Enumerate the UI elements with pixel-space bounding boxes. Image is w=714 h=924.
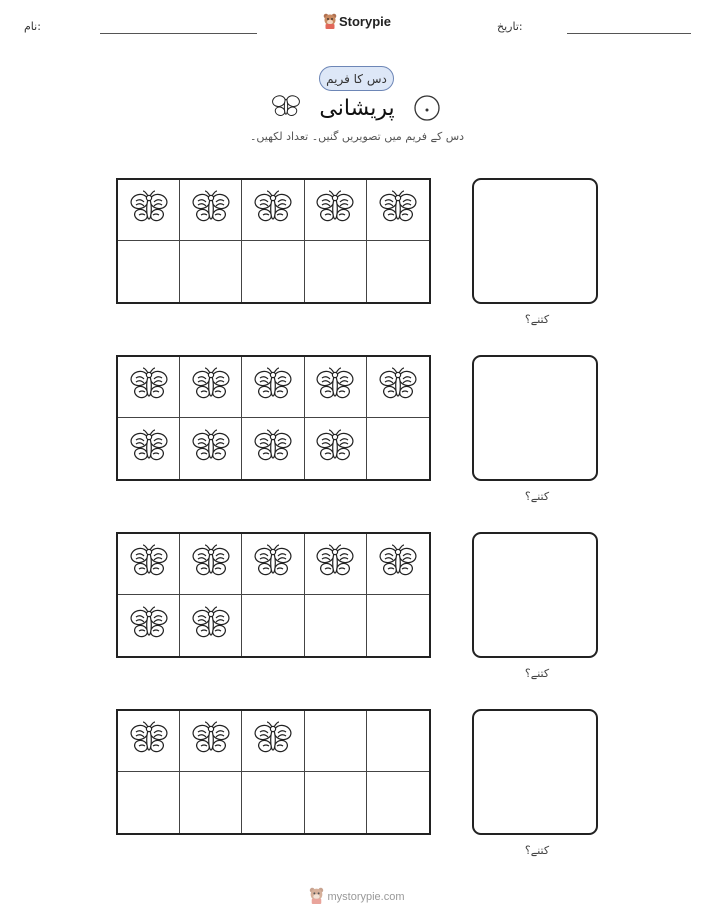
bear-logo-icon (309, 887, 324, 907)
name-line[interactable] (100, 33, 257, 34)
butterfly-icon (191, 606, 231, 646)
butterfly-icon (253, 367, 293, 407)
frame-cell-empty (242, 772, 304, 833)
frame-cell-empty (367, 595, 429, 656)
butterfly-icon (315, 190, 355, 230)
butterfly-icon (315, 544, 355, 584)
date-line[interactable] (567, 33, 691, 34)
ten-frame (116, 709, 431, 835)
frame-cell-filled (305, 418, 367, 479)
frame-cell-filled (118, 180, 180, 241)
butterfly-icon (129, 429, 169, 469)
frame-cell-empty (367, 418, 429, 479)
how-many-label: کتنے؟ (524, 490, 550, 503)
brand-logo (0, 13, 714, 32)
frame-cell-filled (118, 357, 180, 418)
butterfly-icon (191, 544, 231, 584)
frame-cell-filled (180, 357, 242, 418)
frame-cell-filled (242, 534, 304, 595)
frame-cell-filled (180, 418, 242, 479)
instructions: دس کے فریم میں تصویریں گنیں۔ تعداد لکھیں۔ (249, 130, 465, 143)
butterfly-icon (378, 190, 418, 230)
frame-cell-empty (242, 241, 304, 302)
how-many-label: کتنے؟ (524, 667, 550, 680)
butterfly-icon (129, 367, 169, 407)
butterfly-icon (378, 367, 418, 407)
answer-box[interactable] (472, 532, 598, 658)
frame-cell-empty (367, 772, 429, 833)
footer (0, 887, 714, 907)
frame-cell-filled (242, 711, 304, 772)
frame-cell-empty (367, 711, 429, 772)
butterfly-icon (253, 429, 293, 469)
ten-frame (116, 355, 431, 481)
frame-cell-filled (242, 357, 304, 418)
butterfly-icon (253, 544, 293, 584)
frame-cell-empty (118, 241, 180, 302)
frame-cell-filled (367, 180, 429, 241)
frame-cell-filled (118, 534, 180, 595)
butterfly-icon (253, 190, 293, 230)
frame-cell-filled (118, 418, 180, 479)
face-icon (413, 94, 441, 126)
frame-cell-filled (118, 595, 180, 656)
frame-cell-filled (180, 595, 242, 656)
frame-cell-empty (180, 241, 242, 302)
frame-cell-filled (180, 711, 242, 772)
frame-cell-filled (180, 534, 242, 595)
topic-badge: دس کا فریم (319, 66, 394, 91)
frame-cell-filled (305, 357, 367, 418)
how-many-label: کتنے؟ (524, 844, 550, 857)
frame-cell-empty (305, 711, 367, 772)
frame-cell-empty (305, 241, 367, 302)
frame-cell-filled (118, 711, 180, 772)
butterfly-icon (315, 429, 355, 469)
date-label: تاریخ: (497, 20, 523, 33)
answer-box[interactable] (472, 178, 598, 304)
frame-cell-empty (305, 772, 367, 833)
frame-cell-empty (305, 595, 367, 656)
frame-cell-empty (367, 241, 429, 302)
frame-cell-empty (118, 772, 180, 833)
butterfly-icon (253, 721, 293, 761)
butterfly-icon (191, 190, 231, 230)
answer-box[interactable] (472, 355, 598, 481)
page-title: پریشانی (319, 96, 395, 121)
butterfly-icon (191, 429, 231, 469)
bear-logo-icon (323, 13, 337, 32)
frame-cell-filled (367, 357, 429, 418)
butterfly-icon (129, 190, 169, 230)
butterfly-icon (129, 606, 169, 646)
answer-box[interactable] (472, 709, 598, 835)
butterfly-icon (315, 367, 355, 407)
ten-frame (116, 532, 431, 658)
how-many-label: کتنے؟ (524, 313, 550, 326)
frame-cell-filled (367, 534, 429, 595)
butterfly-icon (191, 367, 231, 407)
footer-site: mystorypie.com (327, 891, 405, 903)
frame-cell-filled (242, 418, 304, 479)
frame-cell-filled (305, 180, 367, 241)
brand-name: Storypie (338, 14, 391, 29)
name-label: نام: (24, 20, 41, 33)
ten-frame (116, 178, 431, 304)
frame-cell-filled (180, 180, 242, 241)
butterfly-icon (129, 721, 169, 761)
butterfly-icon (191, 721, 231, 761)
frame-cell-filled (305, 534, 367, 595)
frame-cell-filled (242, 180, 304, 241)
frame-cell-empty (180, 772, 242, 833)
butterfly-icon (378, 544, 418, 584)
frame-cell-empty (242, 595, 304, 656)
butterfly-icon (129, 544, 169, 584)
